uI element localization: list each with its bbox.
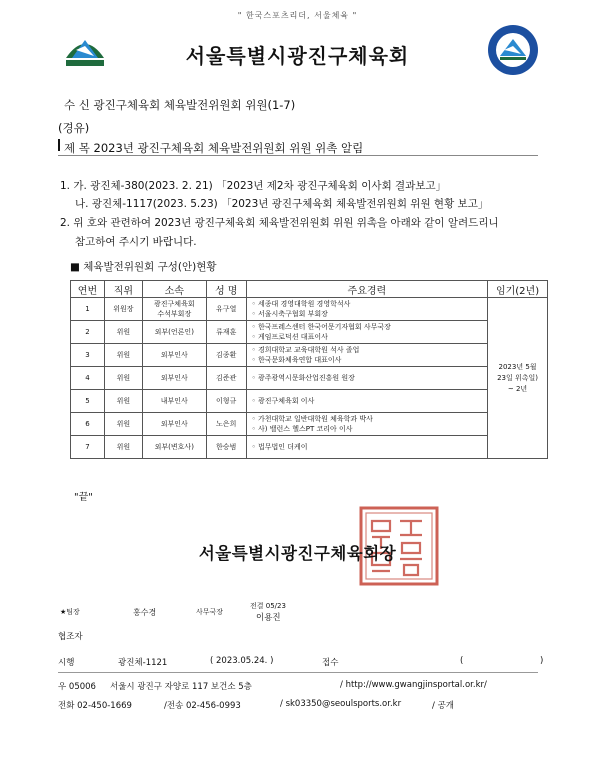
row-position: 위원장 — [104, 298, 142, 321]
row-name: 이형규 — [206, 390, 246, 413]
row-affiliation: 외부인사 — [142, 367, 206, 390]
row-number: 2 — [71, 321, 105, 344]
cooperator-label: 협조자 — [58, 632, 83, 642]
row-name: 류재훈 — [206, 321, 246, 344]
organization-title: 서울특별시광진구체육회 — [185, 44, 410, 68]
header-affiliation: 소속 — [142, 281, 206, 298]
table-row — [71, 413, 548, 436]
slogan: " 한국스포츠리더, 서울체육 " — [237, 11, 358, 20]
table-header-row — [71, 281, 548, 298]
reception-paren-open: ( — [460, 656, 464, 666]
row-number: 3 — [71, 344, 105, 367]
postal-code: 우 05006 — [58, 682, 96, 692]
row-affiliation: 내부인사 — [142, 390, 206, 413]
row-affiliation: 외부(변호사) — [142, 436, 206, 459]
table-row — [71, 344, 548, 367]
row-name: 김준관 — [206, 367, 246, 390]
drafter-label: ★팀장 — [60, 608, 80, 616]
reception-label: 접수 — [322, 658, 339, 668]
address: 서울시 광진구 자양로 117 보건소 5층 — [110, 682, 252, 692]
table-row — [71, 367, 548, 390]
row-position: 위원 — [104, 390, 142, 413]
row-position: 위원 — [104, 344, 142, 367]
enforce-date: ( 2023.05.24. ) — [210, 656, 274, 666]
row-position: 위원 — [104, 367, 142, 390]
recipient-line: 수 신 광진구체육회 체육발전위원회 위원(1-7) — [64, 98, 296, 112]
row-career: ◦ 광진구체육회 이사 — [246, 390, 487, 413]
row-name: 한승범 — [206, 436, 246, 459]
row-affiliation: 외부인사 — [142, 344, 206, 367]
fax-number: /전송 02-456-0993 — [164, 701, 241, 711]
table-row — [71, 321, 548, 344]
committee-table — [70, 280, 548, 459]
subject-divider — [58, 155, 538, 156]
final-approval-date: 전결 05/23 — [250, 602, 286, 610]
row-career: ◦ 한국프레스센터 한국어문기자협회 사무국장 ◦ 게임프로덕션 대표이사 — [246, 321, 487, 344]
body-line-4: 참고하여 주시기 바랍니다. — [75, 236, 197, 248]
body-line-3: 2. 위 호와 관련하여 2023년 광진구체육회 체육발전위원회 위원 위촉을 아래와 같이 알려드리니 — [60, 217, 499, 229]
subject-line: 제 목 2023년 광진구체육회 체육발전위원회 위원 위촉 알림 — [64, 141, 364, 155]
disclosure-status: / 공개 — [432, 701, 454, 711]
row-position: 위원 — [104, 413, 142, 436]
reception-paren-close: ) — [540, 656, 544, 666]
row-career: ◦ 가천대학교 일반대학원 체육학과 박사 ◦ 사) 밸런스 헬스PT 코리아 이사 — [246, 413, 487, 436]
row-name: 김종환 — [206, 344, 246, 367]
table-row — [71, 436, 548, 459]
row-name: 노은희 — [206, 413, 246, 436]
row-position: 위원 — [104, 321, 142, 344]
email-link[interactable]: / sk03350@seoulsports.or.kr — [280, 699, 402, 709]
row-number: 6 — [71, 413, 105, 436]
row-number: 7 — [71, 436, 105, 459]
row-career: ◦ 경희대학교 교육대학원 석사 졸업 ◦ 한국문화체육연합 대표이사 — [246, 344, 487, 367]
row-position: 위원 — [104, 436, 142, 459]
phone-number: 전화 02-450-1669 — [58, 701, 132, 711]
row-career: ◦ 세종대 경영대학원 경영학석사 ◦ 서울시축구협회 부회장 — [246, 298, 487, 321]
via-line: (경유) — [58, 121, 90, 135]
term-cell: 2023년 5월 23일 위촉일) ~ 2년 — [488, 298, 548, 459]
table-row — [71, 390, 548, 413]
homepage-link[interactable]: / http://www.gwangjinsportal.or.kr/ — [340, 680, 487, 690]
table-row — [71, 298, 548, 321]
row-number: 4 — [71, 367, 105, 390]
row-affiliation: 외부(언론인) — [142, 321, 206, 344]
table-title: ■ 체육발전위원회 구성(안)현황 — [70, 261, 217, 273]
sender-name: 서울특별시광진구체육회장 — [198, 544, 397, 563]
row-career: ◦ 광주광역시문화산업진흥원 원장 — [246, 367, 487, 390]
row-number: 1 — [71, 298, 105, 321]
drafter-name: 홍수경 — [133, 608, 157, 617]
enforce-label: 시행 — [58, 658, 75, 668]
header-career: 주요경력 — [246, 281, 487, 298]
row-career: ◦ 법무법인 더케이 — [246, 436, 487, 459]
final-approver-name: 이용진 — [256, 613, 281, 623]
body-line-2: 나. 광진체-1117(2023. 5.23) 「2023년 광진구체육회 체육발전위원회 위원 현황 보고」 — [75, 198, 489, 210]
secretary-label: 사무국장 — [196, 608, 224, 616]
row-number: 5 — [71, 390, 105, 413]
end-mark: "끝" — [74, 492, 93, 503]
row-name: 유구열 — [206, 298, 246, 321]
subject-marker — [58, 139, 60, 151]
header-number: 연번 — [71, 281, 105, 298]
header-position: 직위 — [104, 281, 142, 298]
row-affiliation: 외부인사 — [142, 413, 206, 436]
body-line-1: 1. 가. 광진체-380(2023. 2. 21) 「2023년 제2차 광진구체육회 이사회 결과보고」 — [60, 180, 447, 192]
header-name: 성 명 — [206, 281, 246, 298]
enforce-number: 광진체-1121 — [118, 658, 168, 668]
footer-divider — [58, 672, 538, 673]
header-term: 임기(2년) — [488, 281, 548, 298]
row-affiliation: 광진구체육회 수석부회장 — [142, 298, 206, 321]
